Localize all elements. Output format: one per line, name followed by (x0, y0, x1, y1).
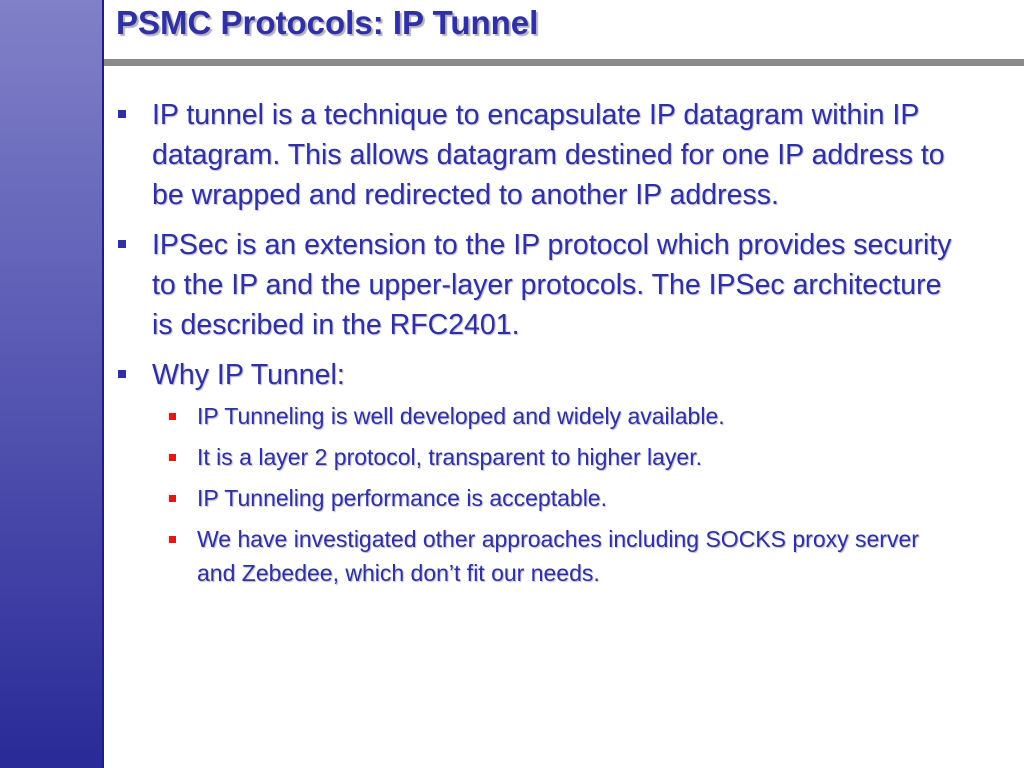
bullet-item (112, 355, 952, 395)
sub-bullet-text: IP Tunneling performance is acceptable. (197, 485, 607, 511)
bullet-item (112, 225, 952, 345)
bullet-item (112, 95, 952, 215)
red-square-bullet-icon (169, 413, 176, 420)
sub-bullet-item (112, 399, 952, 433)
sub-bullet-text: We have investigated other approaches including SOCKS proxy server and Zebedee, which don’t fit our needs. (197, 526, 919, 586)
sub-bullet-item (112, 481, 952, 515)
title-divider (104, 59, 1024, 66)
sub-bullet-text: It is a layer 2 protocol, transparent to higher layer. (197, 444, 702, 470)
bullet-text: IPSec is an extension to the IP protocol which provides security to the IP and the upper-layer protocols. The IPSec architecture is described in the RFC2401. (152, 229, 952, 341)
sidebar-edge-line (102, 0, 104, 768)
bullet-text: Why IP Tunnel: (152, 359, 345, 391)
sub-bullet-item (112, 522, 952, 590)
slide-body (112, 95, 952, 597)
sidebar-gradient-bar (0, 0, 102, 768)
sub-bullet-item (112, 440, 952, 474)
square-bullet-icon (118, 240, 126, 248)
red-square-bullet-icon (169, 495, 176, 502)
square-bullet-icon (118, 370, 126, 378)
red-square-bullet-icon (169, 454, 176, 461)
slide-title: PSMC Protocols: IP Tunnel (116, 4, 539, 41)
square-bullet-icon (118, 110, 126, 118)
bullet-text: IP tunnel is a technique to encapsulate IP datagram within IP datagram. This allows datagram destined for one IP address to be wrapped and redirected to another IP address. (152, 99, 945, 211)
sub-bullet-text: IP Tunneling is well developed and widely available. (197, 403, 725, 429)
red-square-bullet-icon (169, 536, 176, 543)
